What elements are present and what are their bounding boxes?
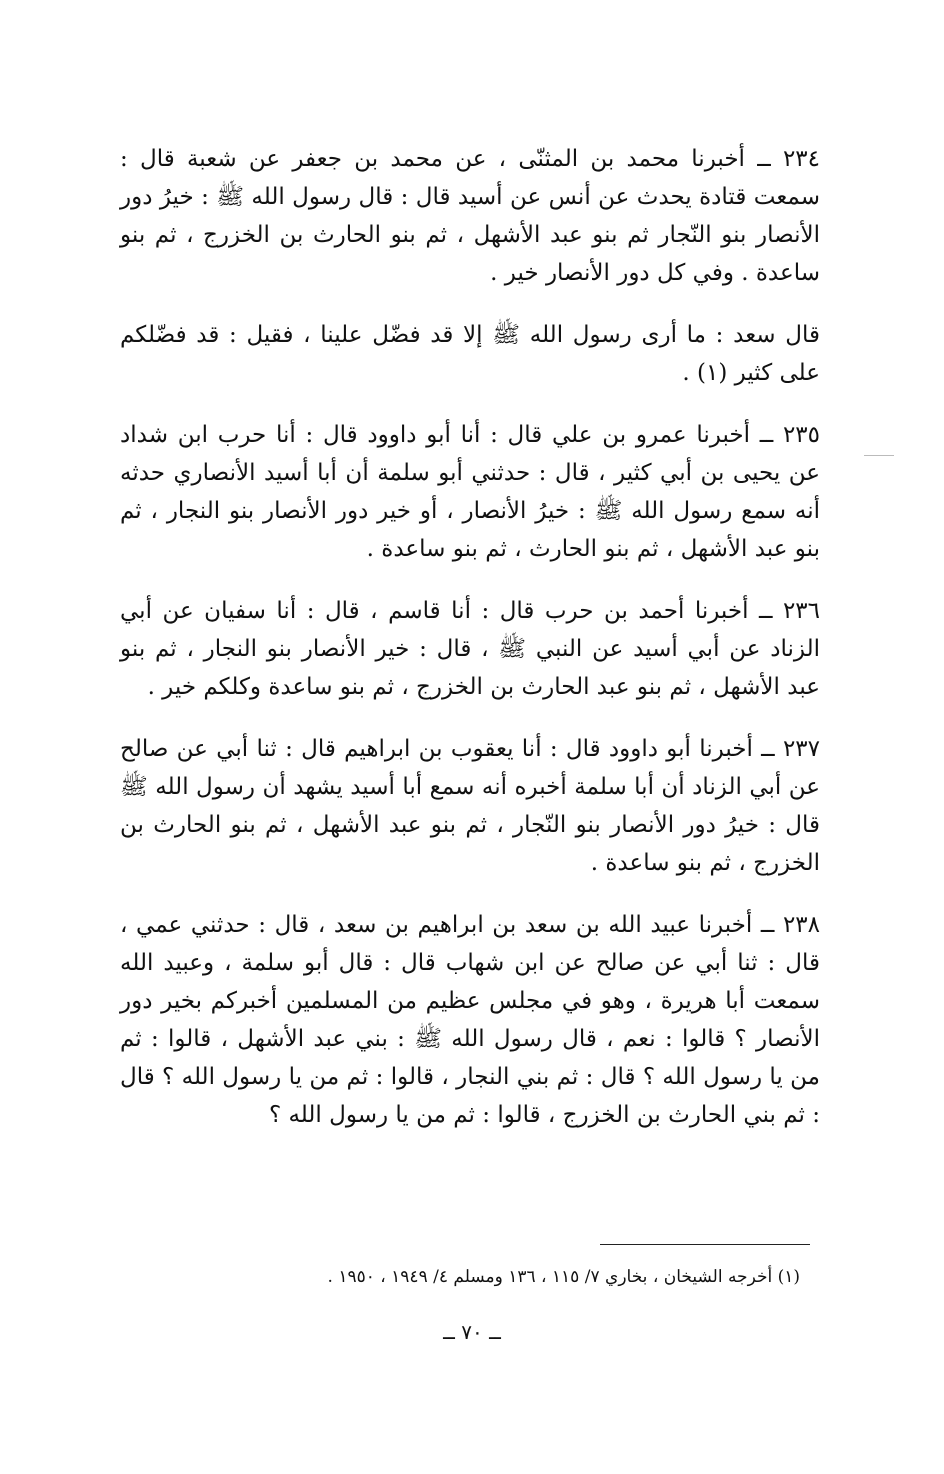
footnote-divider	[600, 1244, 810, 1245]
hadith-234: ٢٣٤ ــ أخبرنا محمد بن المثنّى ، عن محمد بن جعفر عن شعبة قال : سمعت قتادة يحدث عن أنس عن أسيد قال : قال رسول الله ﷺ : خيرُ دور الأنصار بنو النّجار ثم بنو عبد الأشهل ، ثم بنو الحارث بن الخزرج ، ثم بنو ساعدة . وفي كل دور الأنصار خير .	[120, 146, 820, 286]
hadith-235: ٢٣٥ ــ أخبرنا عمرو بن علي قال : أنا أبو داوود قال : أنا حرب ابن شداد عن يحيى بن أبي كثير ، قال : حدثني أبو سلمة أن أبا أسيد الأنصاري حدثه أنه سمع رسول الله ﷺ : خيرُ الأنصار ، أو خير دور الأنصار بنو النجار ، ثم بنو عبد الأشهل ، ثم بنو الحارث ، ثم بنو ساعدة .	[120, 422, 820, 562]
hadith-234-comment: قال سعد : ما أرى رسول الله ﷺ إلا قد فضّل علينا ، فقيل : قد فضّلكم على كثير (١) .	[120, 322, 820, 386]
hadith-238: ٢٣٨ ــ أخبرنا عبيد الله بن سعد بن ابراهيم بن سعد ، قال : حدثني عمي ، قال : ثنا أبي عن صالح عن ابن شهاب قال : قال أبو سلمة ، وعبيد الله سمعت أبا هريرة ، وهو في مجلس عظيم من المسلمين أخبركم بخير دور الأنصار ؟ قالوا : نعم ، قال رسول الله ﷺ : بني عبد الأشهل ، قالوا : ثم من يا رسول الله ؟ قال : ثم بني النجار ، قالوا : ثم من يا رسول الله ؟ قال : ثم بني الحارث بن الخزرج ، قالوا : ثم من يا رسول الله ؟	[120, 912, 820, 1128]
page-number: ــ ٧٠ ــ	[443, 1320, 501, 1344]
footnote: (١) أخرجه الشيخان ، بخاري ٧/ ١١٥ ، ١٣٦ ومسلم ٤/ ١٩٤٩ ، ١٩٥٠ .	[327, 1267, 800, 1287]
hadith-237: ٢٣٧ ــ أخبرنا أبو داوود قال : أنا يعقوب بن ابراهيم قال : ثنا أبي عن صالح عن أبي الزناد أن أبا سلمة أخبره أنه سمع أبا أسيد يشهد أن رسول الله ﷺ قال : خيرُ دور الأنصار بنو النّجار ، ثم بنو عبد الأشهل ، ثم بنو الحارث بن الخزرج ، ثم بنو ساعدة .	[120, 736, 820, 876]
hadith-236: ٢٣٦ ــ أخبرنا أحمد بن حرب قال : أنا قاسم ، قال : أنا سفيان عن أبي الزناد عن أبي أسيد عن النبي ﷺ ، قال : خير الأنصار بنو النجار ، ثم بنو عبد الأشهل ، ثم بنو عبد الحارث بن الخزرج ، ثم بنو ساعدة وكلكم خير .	[120, 598, 820, 700]
page-body	[120, 140, 820, 1134]
margin-mark	[864, 455, 894, 456]
